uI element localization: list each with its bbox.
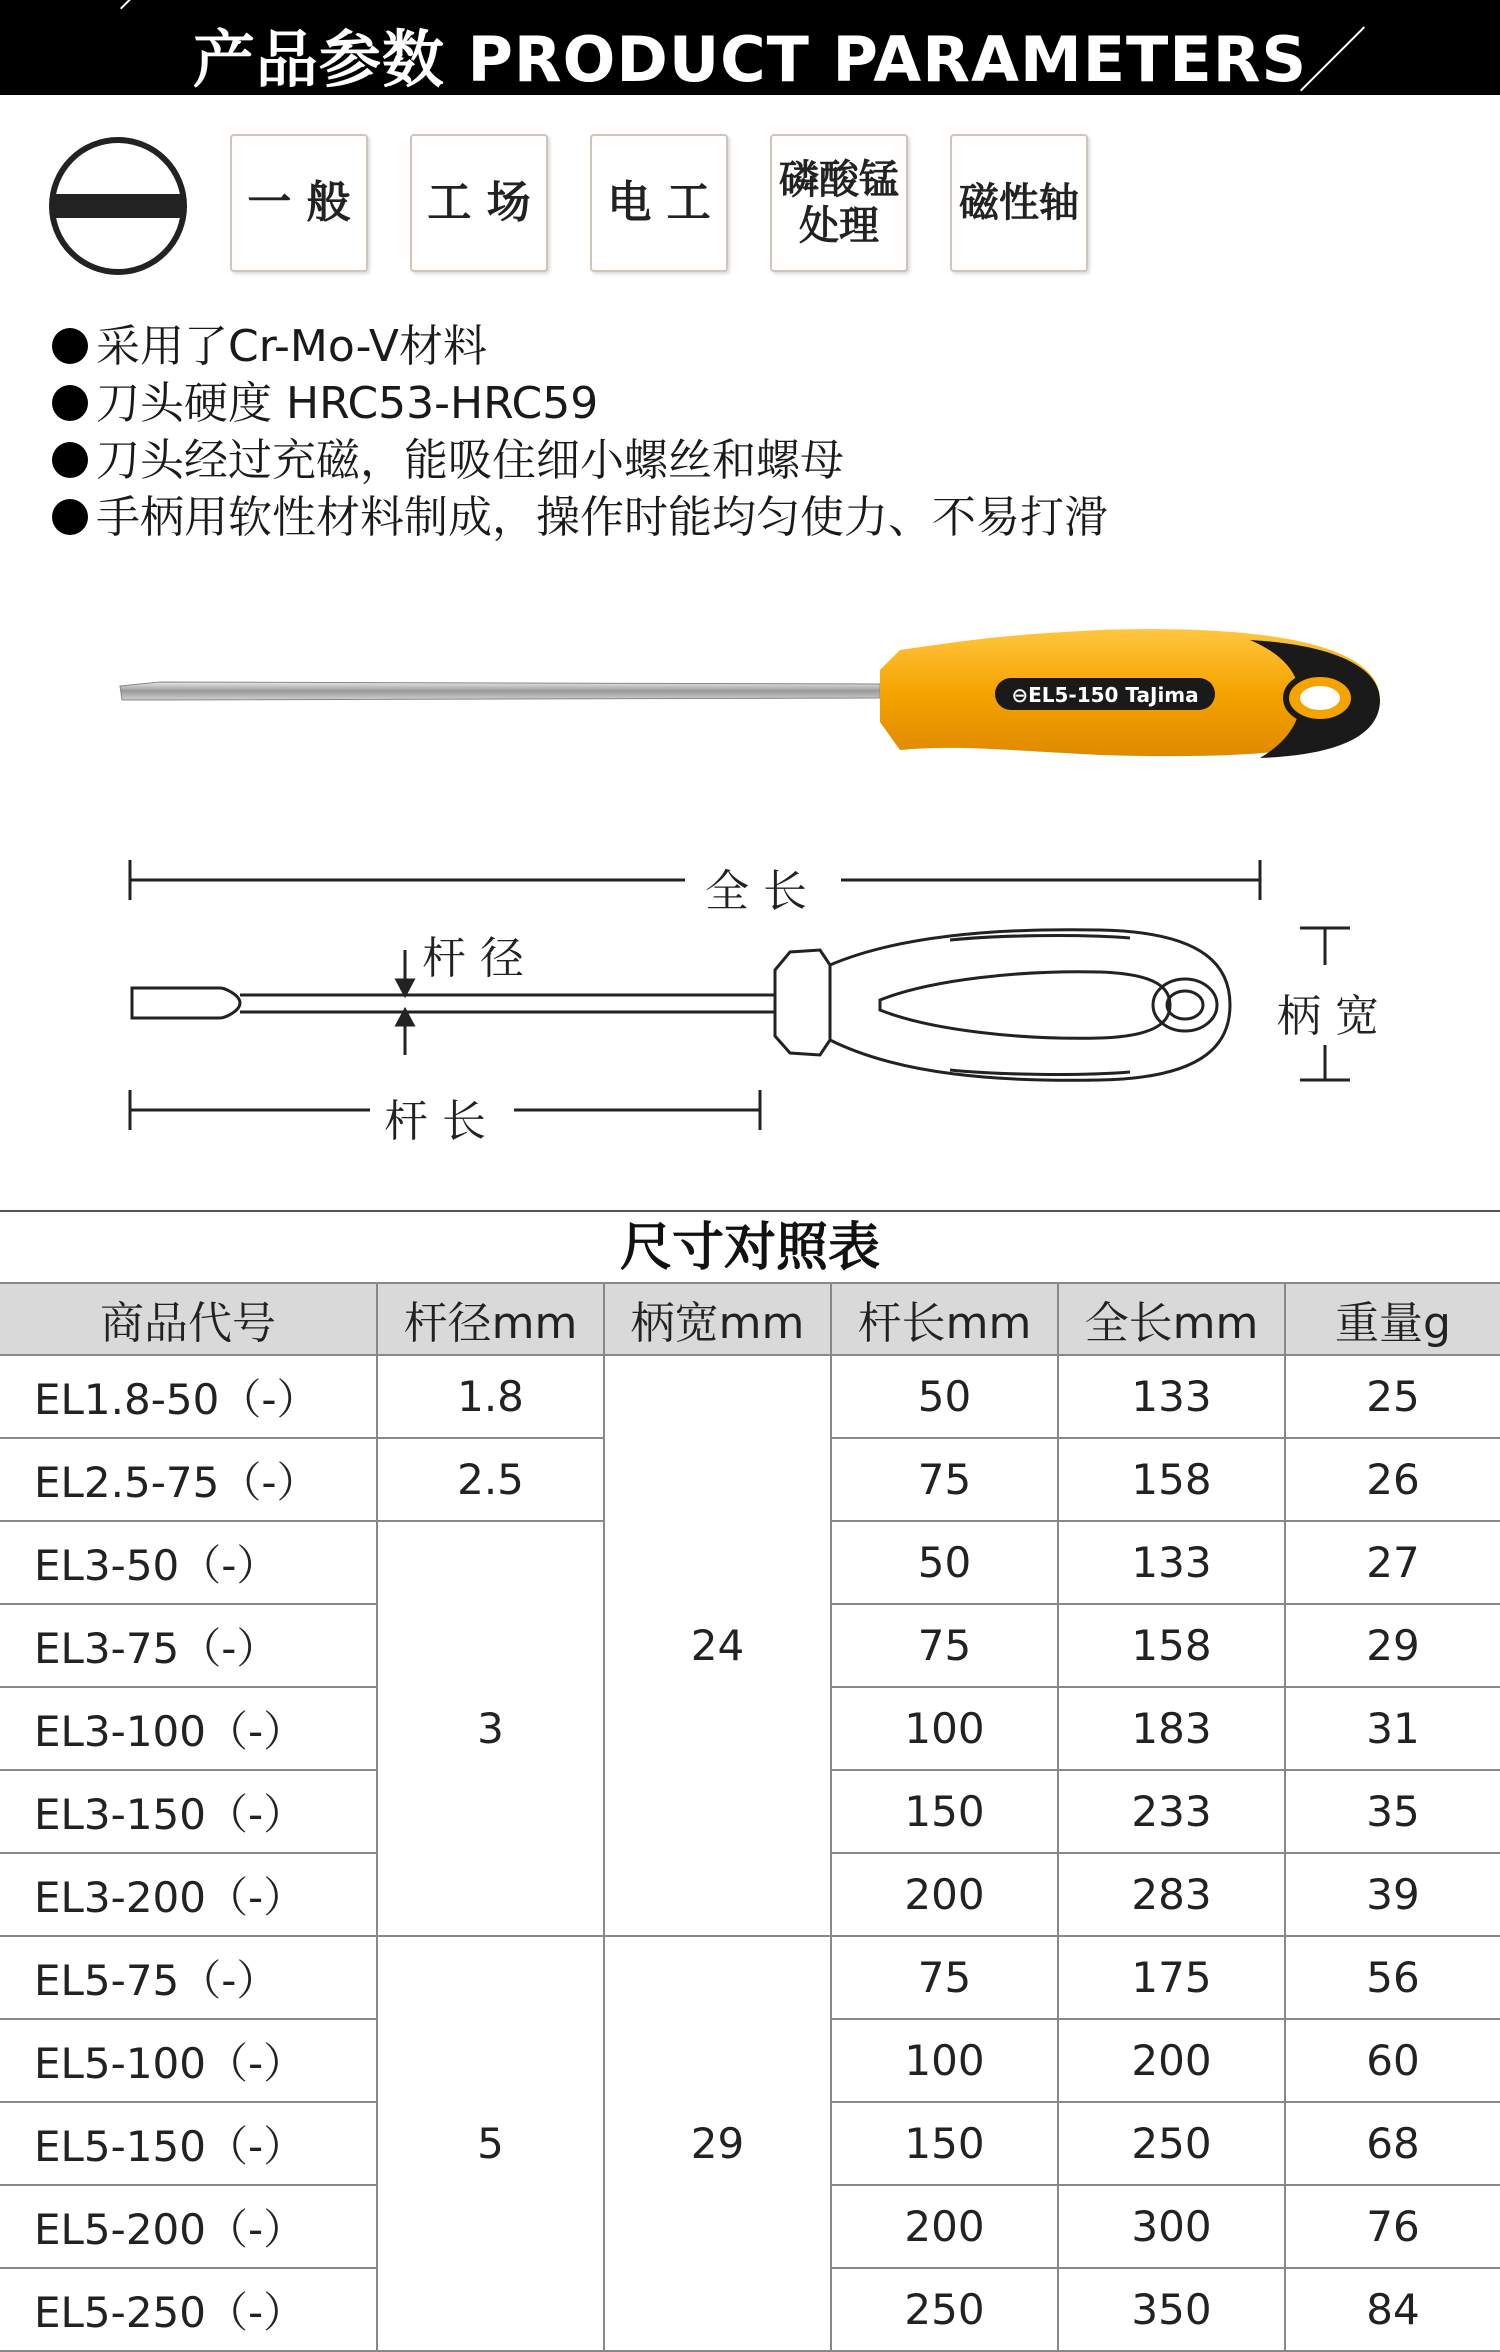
bullet-icon [52,385,88,421]
cell-shaft-length: 50 [831,1355,1058,1438]
decorative-slash [120,0,185,9]
table-header-row [0,1283,1500,1355]
cell-model: EL5-150（-） [0,2102,377,2185]
total-length-label: 全长 [685,855,841,919]
cell-weight: 27 [1285,1521,1500,1604]
cell-total-length: 200 [1058,2019,1285,2102]
cell-model: EL5-75（-） [0,1936,377,2019]
slotted-tip-icon [48,136,188,276]
cell-total-length: 183 [1058,1687,1285,1770]
cell-shaft-diameter: 5 [377,1936,604,2351]
cell-model: EL5-100（-） [0,2019,377,2102]
tag-electrician: 电 工 [590,134,728,272]
header-banner [0,0,1500,95]
product-model-label: ⊖EL5-150 TaJima [1011,683,1199,707]
cell-total-length: 133 [1058,1355,1285,1438]
cell-shaft-length: 50 [831,1521,1058,1604]
cell-weight: 29 [1285,1604,1500,1687]
cell-handle-width: 24 [604,1355,831,1936]
cell-shaft-diameter: 1.8 [377,1355,604,1438]
cell-weight: 31 [1285,1687,1500,1770]
table-row [0,1355,1500,1438]
cell-model: EL5-250（-） [0,2268,377,2351]
bullet-icon [52,442,88,478]
tag-magnetic-shaft: 磁性轴 [950,134,1088,272]
column-header: 全长mm [1058,1283,1285,1355]
feature-item: 刀头经过充磁，能吸住细小螺丝和螺母 [52,432,1452,489]
cell-weight: 26 [1285,1438,1500,1521]
column-header: 重量g [1285,1283,1500,1355]
bullet-icon [52,499,88,535]
cell-shaft-length: 200 [831,2185,1058,2268]
screwdriver-photo [100,610,1400,770]
cell-shaft-length: 150 [831,2102,1058,2185]
column-header: 杆长mm [831,1283,1058,1355]
bullet-icon [52,328,88,364]
cell-model: EL2.5-75（-） [0,1438,377,1521]
cell-total-length: 133 [1058,1521,1285,1604]
feature-list [52,318,1452,546]
cell-model: EL5-200（-） [0,2185,377,2268]
cell-weight: 39 [1285,1853,1500,1936]
cell-total-length: 158 [1058,1604,1285,1687]
cell-shaft-diameter: 3 [377,1521,604,1936]
cell-shaft-diameter: 2.5 [377,1438,604,1521]
cell-model: EL1.8-50（-） [0,1355,377,1438]
cell-total-length: 300 [1058,2185,1285,2268]
cell-shaft-length: 75 [831,1936,1058,2019]
cell-total-length: 158 [1058,1438,1285,1521]
feature-item: 采用了Cr-Mo-V材料 [52,318,1452,375]
cell-weight: 25 [1285,1355,1500,1438]
cell-shaft-length: 75 [831,1438,1058,1521]
cell-total-length: 350 [1058,2268,1285,2351]
cell-shaft-length: 250 [831,2268,1058,2351]
cell-total-length: 283 [1058,1853,1285,1936]
shaft-diameter-label: 杆径 [422,922,538,986]
cell-total-length: 250 [1058,2102,1285,2185]
cell-model: EL3-50（-） [0,1521,377,1604]
cell-shaft-length: 150 [831,1770,1058,1853]
cell-weight: 35 [1285,1770,1500,1853]
table-row [0,1936,1500,2019]
dimension-diagram [100,840,1400,1160]
column-header: 杆径mm [377,1283,604,1355]
page-title: 产品参数 PRODUCT PARAMETERS [192,23,1308,95]
handle-width-label: 柄宽 [1277,980,1393,1044]
cell-shaft-length: 100 [831,1687,1058,1770]
cell-model: EL3-100（-） [0,1687,377,1770]
tag-manganese-phosphate: 磷酸锰 处理 [770,134,908,272]
cell-weight: 60 [1285,2019,1500,2102]
feature-item: 手柄用软性材料制成，操作时能均匀使力、不易打滑 [52,489,1452,546]
cell-shaft-length: 200 [831,1853,1058,1936]
cell-weight: 56 [1285,1936,1500,2019]
cell-weight: 84 [1285,2268,1500,2351]
feature-item: 刀头硬度 HRC53-HRC59 [52,375,1452,432]
tag-factory: 工 场 [410,134,548,272]
size-table [0,1282,1500,2352]
cell-shaft-length: 100 [831,2019,1058,2102]
feature-icon-row [0,120,1500,280]
size-table-section [0,1210,1500,2352]
shaft-length-label: 杆长 [370,1085,514,1149]
cell-model: EL3-75（-） [0,1604,377,1687]
table-title: 尺寸对照表 [0,1210,1500,1282]
cell-total-length: 175 [1058,1936,1285,2019]
column-header: 商品代号 [0,1283,377,1355]
cell-shaft-length: 75 [831,1604,1058,1687]
column-header: 柄宽mm [604,1283,831,1355]
cell-model: EL3-200（-） [0,1853,377,1936]
cell-weight: 76 [1285,2185,1500,2268]
tag-general: 一 般 [230,134,368,272]
cell-weight: 68 [1285,2102,1500,2185]
cell-total-length: 233 [1058,1770,1285,1853]
cell-handle-width: 29 [604,1936,831,2351]
cell-model: EL3-150（-） [0,1770,377,1853]
